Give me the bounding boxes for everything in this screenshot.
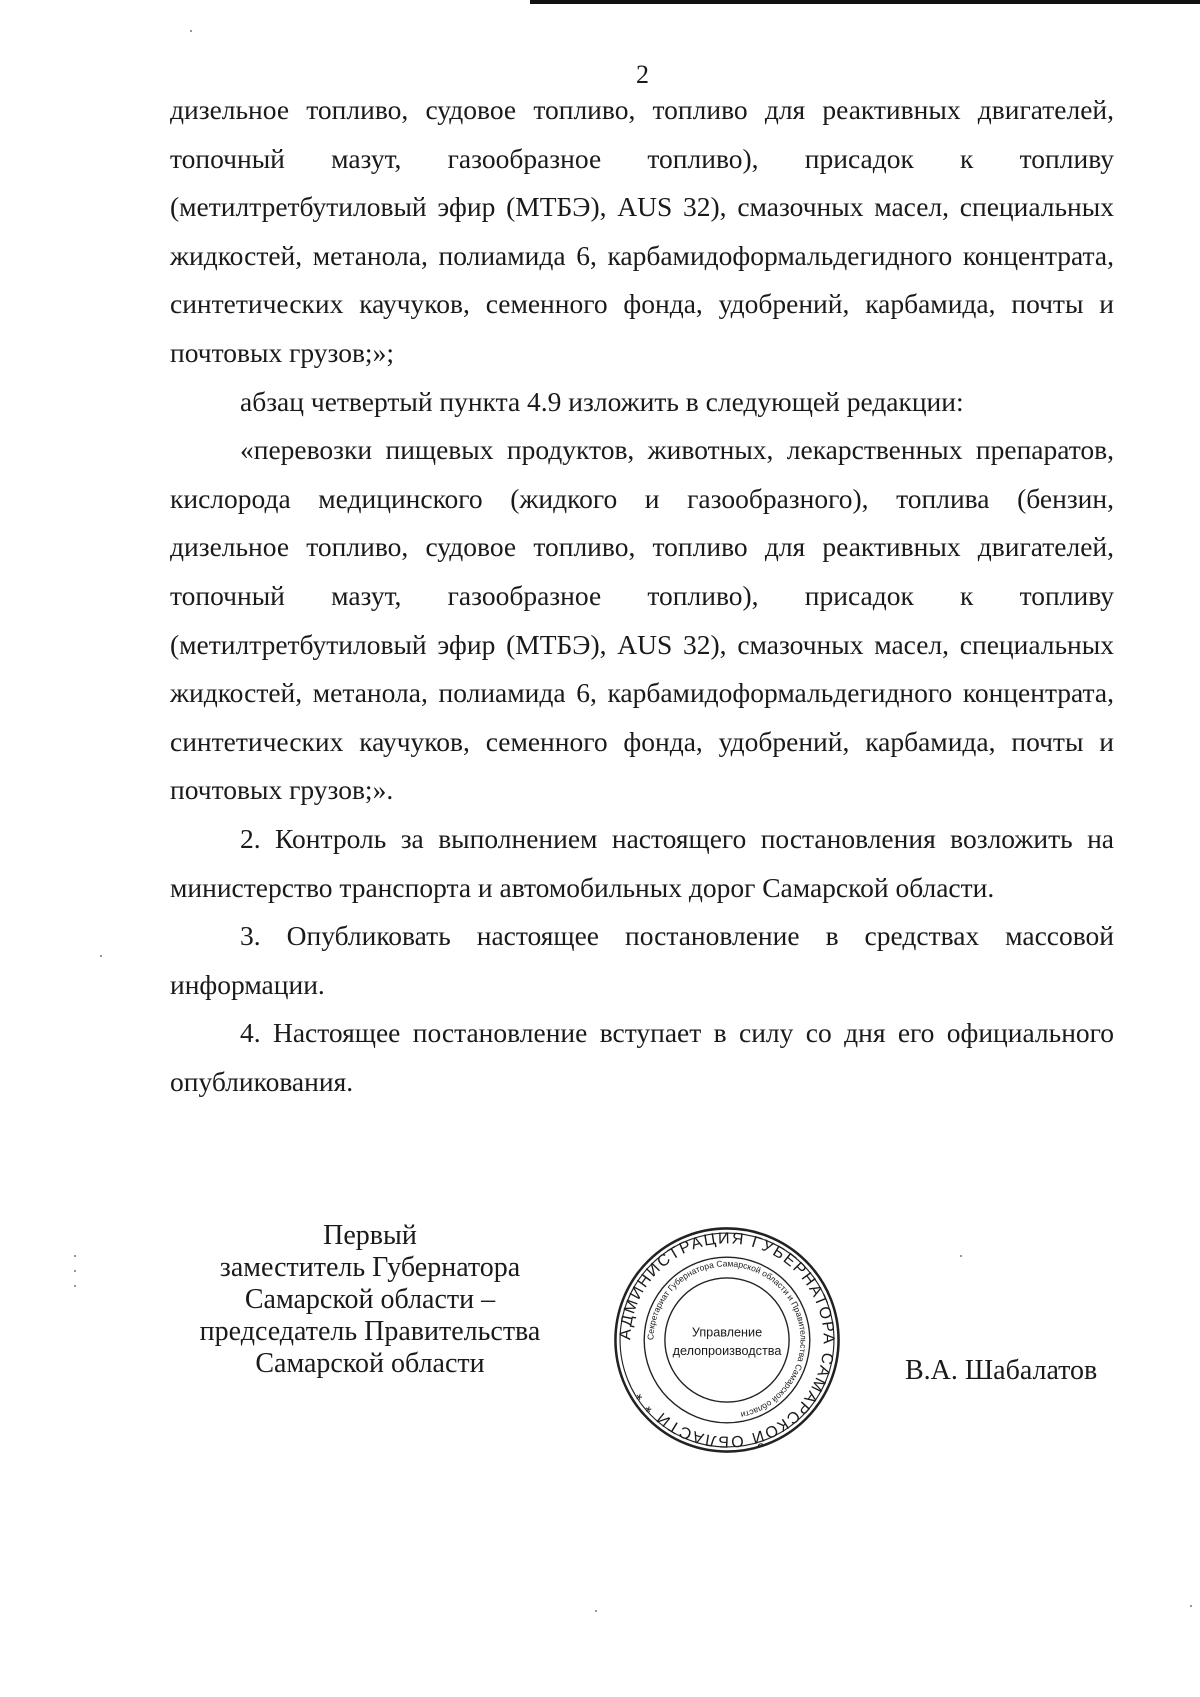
scan-speck — [595, 1610, 597, 1612]
signer-name: В.А. Шабалатов — [905, 1355, 1098, 1386]
page-number: 2 — [636, 60, 649, 89]
scan-speck — [74, 1285, 76, 1287]
top-border-line — [530, 0, 1200, 4]
document-body — [170, 86, 1114, 1106]
signatory-title-line: Первый — [323, 1220, 417, 1251]
seal-center-line-2: делопроизводства — [672, 1343, 782, 1358]
seal-inner-text: Секретариат Губернатора Самарской области и Правительства Самарской области — [645, 1258, 809, 1421]
signatory-title-line: председатель Правительства — [199, 1316, 541, 1347]
paragraph-amendment-instruction: абзац четвертый пункта 4.9 изложить в следующей редакции: — [240, 385, 964, 417]
signatory-title-line: заместитель Губернатора — [219, 1252, 521, 1283]
scan-speck — [960, 1255, 962, 1257]
paragraph-item-3: 3. Опубликовать настоящее постановление в средствах массовой информации. — [170, 920, 1114, 1000]
scan-speck — [74, 1255, 76, 1257]
paragraph-continuation: дизельное топливо, судовое топливо, топливо для реактивных двигателей, топочный мазут, газообразное топливо), присадок к топливу (метилтретбутиловый эфир (МТБЭ), AUS 32), смазочных масел, специальных жидкостей, метанола, полиамида 6, карбамидоформальдегидного концентрата, синтетических каучуков, семенного фонда, удобрений, карбамида, почты и почтовых грузов;»; — [170, 94, 1114, 368]
scan-speck — [100, 955, 102, 957]
scan-speck — [74, 1270, 76, 1272]
paragraph-item-4: 4. Настоящее постановление вступает в силу со дня его официального опубликования. — [170, 1017, 1114, 1097]
seal-graphic — [612, 1225, 842, 1455]
scan-speck — [1190, 1605, 1192, 1607]
signatory-title-line: Самарской области — [255, 1348, 485, 1379]
seal-inner-ring — [665, 1278, 789, 1402]
signatory-title-line: Самарской области – — [244, 1284, 496, 1315]
seal-middle-ring — [644, 1257, 810, 1423]
paragraph-item-2: 2. Контроль за выполнением настоящего постановления возложить на министерство транспорта и автомобильных дорог Самарской области. — [170, 822, 1114, 903]
scan-speck — [190, 30, 192, 32]
seal-outer-text: АДМИНИСТРАЦИЯ ГУБЕРНАТОРА САМАРСКОЙ ОБЛАСТИ * * — [616, 1229, 838, 1451]
paragraph-amendment-text: «перевозки пищевых продуктов, животных, лекарственных препаратов, кислорода медицинского (жидкого и газообразного), топлива (бензин, дизельное топливо, судовое топливо, топливо для реактивных двигателей, топочный мазут, газообразное топливо), присадок к топливу (метилтретбутиловый эфир (МТБЭ), AUS 32), смазочных масел, специальных жидкостей, метанола, полиамида 6, карбамидоформальдегидного концентрата, синтетических каучуков, семенного фонда, удобрений, карбамида, почты и почтовых грузов;». — [170, 434, 1114, 806]
seal-center-line-1: Управление — [691, 1325, 763, 1340]
official-seal — [612, 1225, 842, 1455]
signatory-title — [180, 1220, 560, 1380]
